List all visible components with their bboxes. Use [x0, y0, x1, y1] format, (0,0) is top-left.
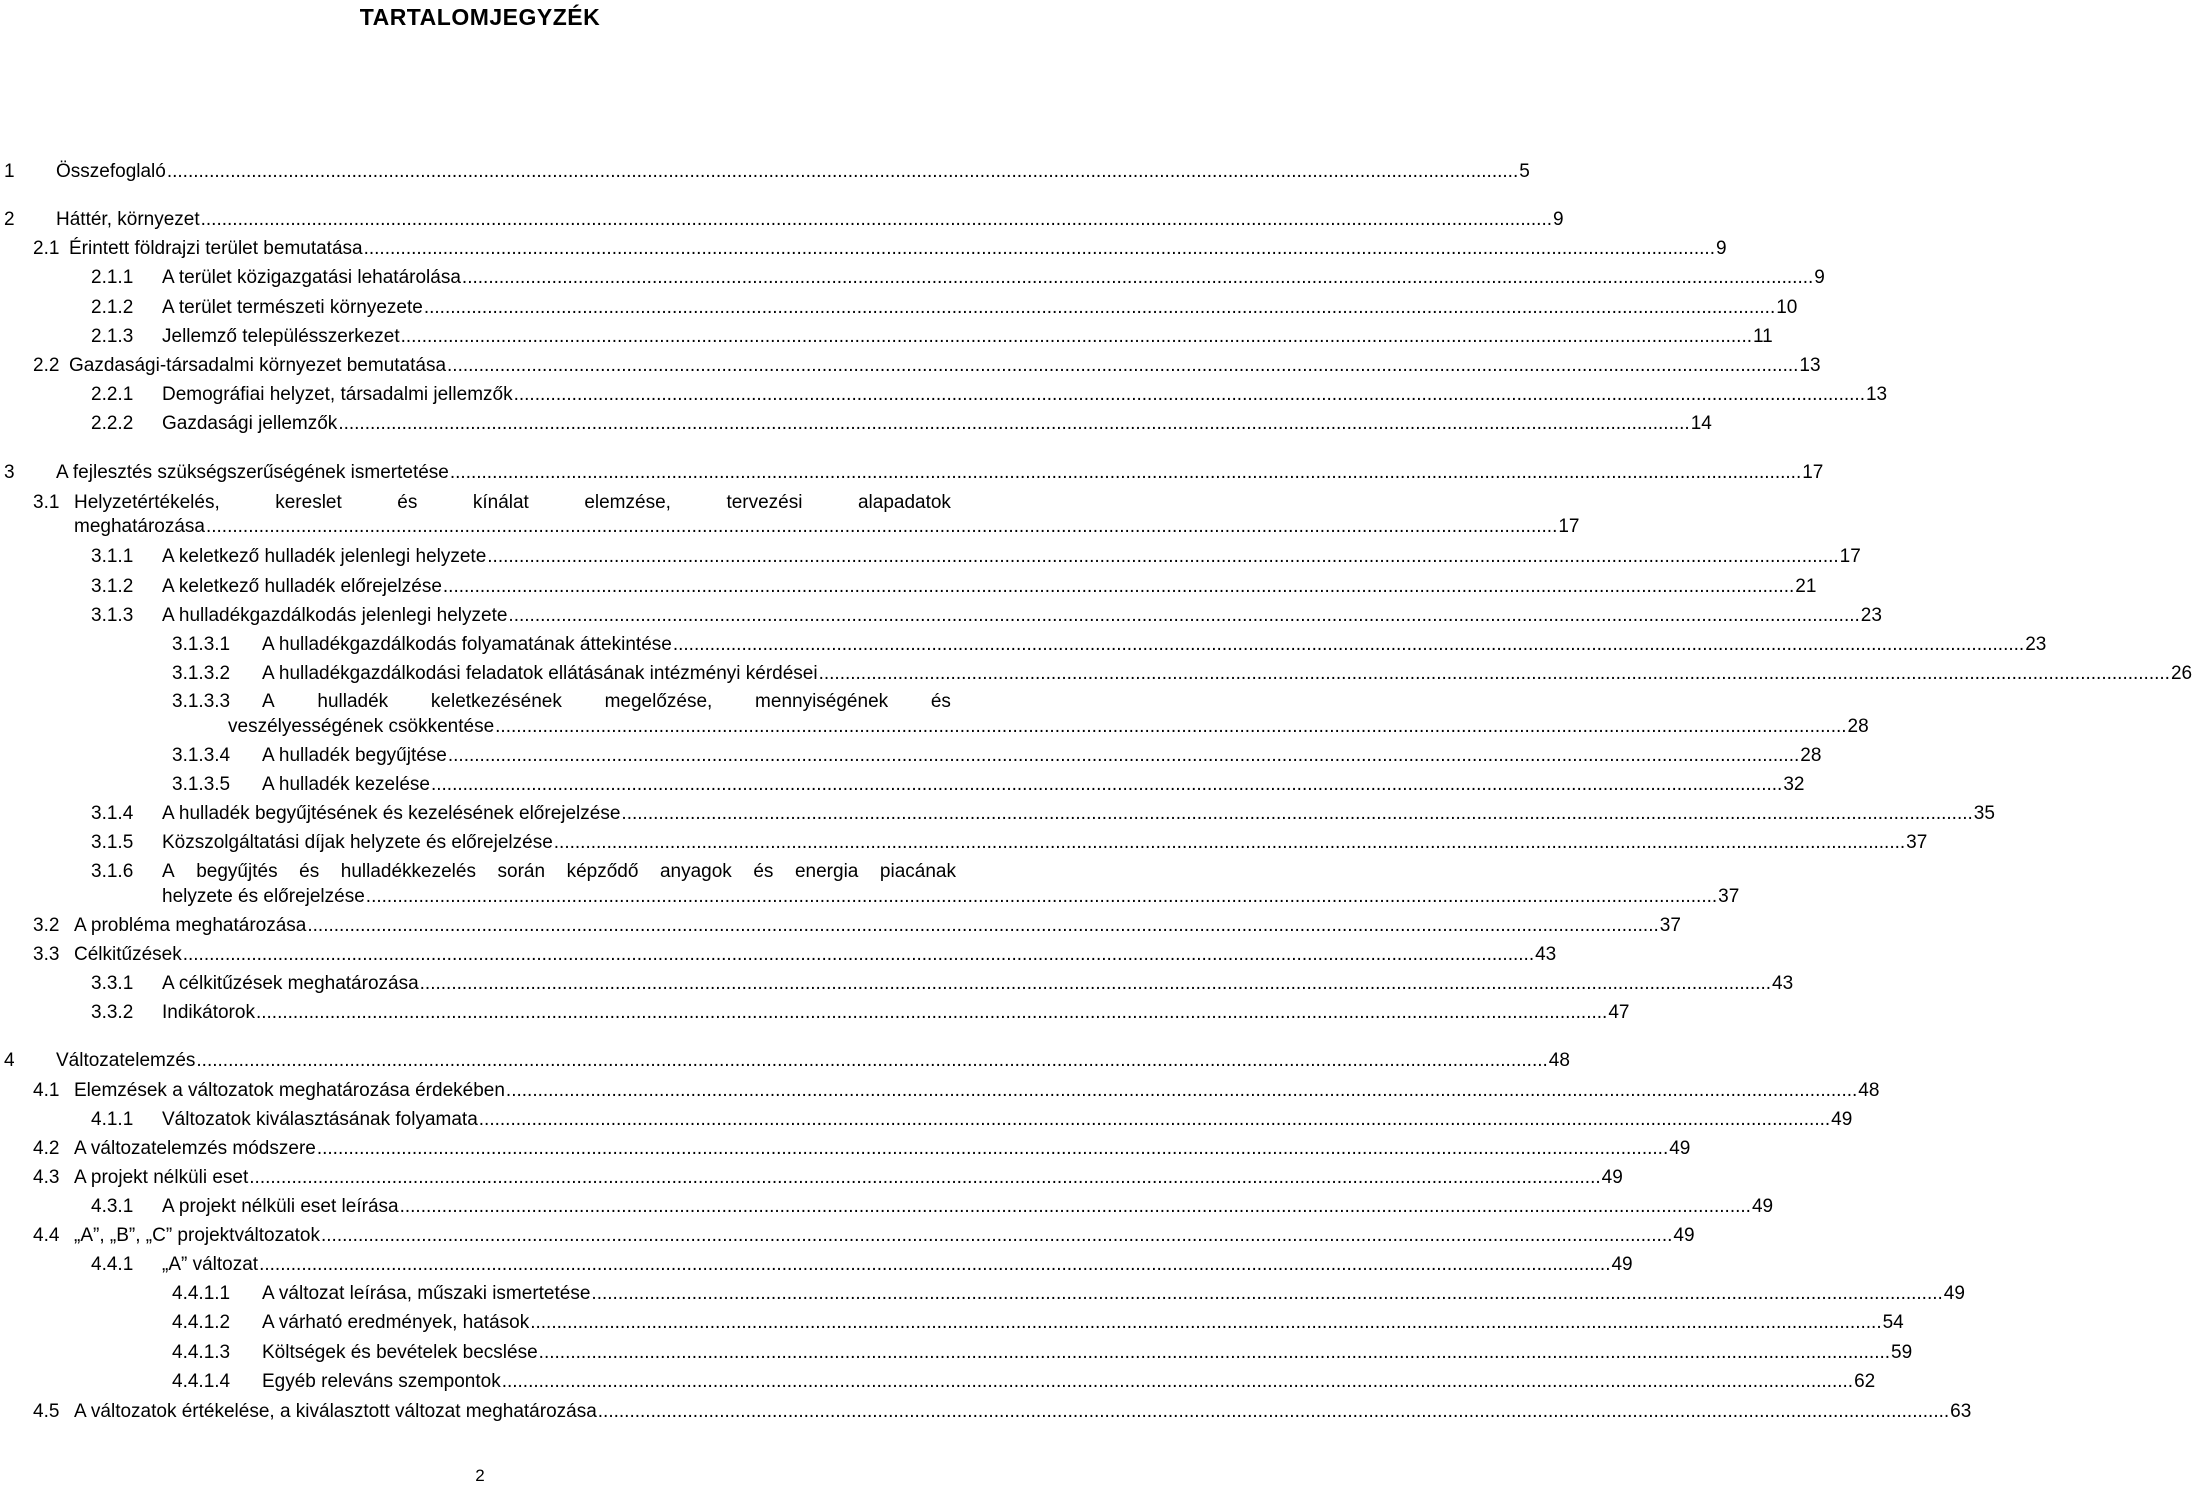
toc-entry-page: 63: [1950, 1401, 1972, 1422]
toc-entry-title: A hulladék begyűjtése: [262, 745, 447, 766]
toc-word: és: [299, 861, 320, 882]
toc-entry-number: 4.4: [33, 1225, 60, 1246]
toc-entry-title-line1[interactable]: [74, 491, 951, 515]
toc-entry-title: Indikátorok: [162, 1002, 255, 1023]
dot-leader: [462, 266, 1813, 290]
toc-word: mennyiségének: [755, 691, 889, 712]
toc-entry-title: Közszolgáltatási díjak helyzete és előrejelzése: [162, 832, 553, 853]
dot-leader: [400, 1195, 1751, 1219]
toc-entry-page: 13: [1865, 384, 1888, 405]
toc-entry-number: 3.1.5: [91, 832, 134, 853]
toc-entry-page: 23: [1860, 605, 1882, 626]
toc-entry-number: 4.4.1.3: [172, 1342, 231, 1363]
toc-entry[interactable]: [162, 1001, 1630, 1025]
toc-word: A: [162, 861, 175, 882]
toc-entry-page: 17: [1558, 516, 1580, 537]
toc-entry-number: 3.1.4: [91, 803, 134, 824]
toc-entry-title: Egyéb releváns szempontok: [262, 1371, 501, 1392]
dot-leader: [424, 296, 1775, 320]
toc-entry-title: A projekt nélküli eset: [74, 1167, 249, 1188]
toc-entry-page: 43: [1535, 944, 1557, 965]
toc-entry-number: 1: [4, 161, 15, 182]
toc-entry-title: Célkitűzések: [74, 944, 182, 965]
dot-leader: [819, 662, 2170, 686]
toc-entry-title: Költségek és bevételek becslése: [262, 1342, 538, 1363]
toc-entry[interactable]: [74, 515, 1580, 539]
toc-entry-page: 10: [1776, 297, 1798, 318]
dot-leader: [201, 208, 1552, 232]
toc-entry[interactable]: [162, 296, 1798, 320]
toc-entry-number: 2.2.1: [91, 384, 134, 405]
toc-word: kereslet: [275, 492, 342, 513]
toc-entry-page: 49: [1673, 1225, 1695, 1246]
toc-entry-number: 4.2: [33, 1138, 60, 1159]
toc-entry[interactable]: [162, 545, 1861, 569]
dot-leader: [196, 1049, 1547, 1073]
toc-entry-title: Háttér, környezet: [56, 209, 200, 230]
toc-entry-title: Demográfiai helyzet, társadalmi jellemzők: [162, 384, 513, 405]
toc-entry-title: A hulladék begyűjtésének és kezelésének előrejelzése: [162, 803, 621, 824]
toc-word: és: [930, 691, 951, 712]
toc-entry-title-line1[interactable]: [162, 860, 956, 884]
toc-entry-page: 9: [1553, 209, 1564, 230]
toc-word: kínálat: [472, 492, 529, 513]
dot-leader: [431, 773, 1782, 797]
toc-entry[interactable]: [162, 972, 1794, 996]
toc-entry-title: A hulladékgazdálkodás folyamatának áttekintése: [262, 634, 672, 655]
toc-entry[interactable]: [74, 1137, 1691, 1161]
toc-entry-page: 17: [1839, 546, 1861, 567]
toc-entry[interactable]: [262, 744, 1822, 768]
toc-entry-title: A változatelemzés módszere: [74, 1138, 316, 1159]
dot-leader: [591, 1282, 1942, 1306]
toc-word: megelőzése,: [604, 691, 713, 712]
toc-entry-number: 4.4.1: [91, 1254, 134, 1275]
toc-entry-number: 4.4.1.2: [172, 1312, 231, 1333]
toc-entry-title: „A” változat: [162, 1254, 259, 1275]
toc-entry-number: 3.2: [33, 915, 60, 936]
toc-entry-page: 35: [1973, 803, 1995, 824]
toc-word: és: [397, 492, 418, 513]
toc-entry-number: 4.1.1: [91, 1109, 134, 1130]
toc-entry-page: 49: [1943, 1283, 1965, 1304]
toc-entry-number: 3.3.2: [91, 1002, 134, 1023]
toc-entry[interactable]: [262, 773, 1805, 797]
dot-leader: [443, 575, 1794, 599]
toc-entry-number: 2.2.2: [91, 413, 134, 434]
dot-leader: [366, 885, 1717, 909]
toc-word: képződő: [566, 861, 639, 882]
toc-entry-page: 48: [1548, 1050, 1570, 1071]
toc-entry-page: 49: [1611, 1254, 1633, 1275]
dot-leader: [364, 237, 1715, 261]
toc-word: energia: [794, 861, 859, 882]
toc-entry-number: 3.1.3.3: [172, 691, 231, 712]
dot-leader: [502, 1370, 1853, 1394]
toc-entry-title: Változatok kiválasztásának folyamata: [162, 1109, 478, 1130]
dot-leader: [256, 1001, 1607, 1025]
toc-entry-title: A fejlesztés szükségszerűségének ismertetése: [56, 462, 449, 483]
dot-leader: [506, 1079, 1857, 1103]
toc-entry-number: 4.4.1.1: [172, 1283, 231, 1304]
toc-word: anyagok: [659, 861, 732, 882]
toc-entry-page: 9: [1814, 267, 1825, 288]
dot-leader: [673, 633, 2024, 657]
toc-entry-page: 11: [1753, 326, 1773, 347]
toc-word: keletkezésének: [430, 691, 562, 712]
toc-word: elemzése,: [584, 492, 671, 513]
toc-entry-page: 21: [1795, 576, 1817, 597]
toc-entry[interactable]: [228, 715, 1869, 739]
dot-leader: [530, 1311, 1881, 1335]
toc-word: Helyzetértékelés,: [74, 492, 220, 513]
toc-entry-page: 48: [1858, 1080, 1880, 1101]
toc-entry-number: 3.1.2: [91, 576, 134, 597]
toc-entry[interactable]: [162, 325, 1773, 349]
toc-entry-number: 2.1.1: [91, 267, 134, 288]
toc-entry-title: A hulladékgazdálkodás jelenlegi helyzete: [162, 605, 508, 626]
toc-entry[interactable]: [162, 802, 1995, 826]
toc-entry-number: 4.1: [33, 1080, 60, 1101]
dot-leader: [249, 1166, 1600, 1190]
toc-entry-number: 3.3: [33, 944, 60, 965]
toc-entry-page: 37: [1906, 832, 1928, 853]
toc-entry-title: A keletkező hulladék jelenlegi helyzete: [162, 546, 487, 567]
dot-leader: [259, 1253, 1610, 1277]
toc-entry-number: 3.1.3.1: [172, 634, 231, 655]
toc-word: hulladék: [317, 691, 389, 712]
toc-entry[interactable]: [262, 1370, 1876, 1394]
toc-entry-title: A hulladék kezelése: [262, 774, 430, 795]
toc-entry[interactable]: [262, 1341, 1913, 1365]
toc-entry[interactable]: [74, 1224, 1695, 1248]
toc-entry-number: 2.1.2: [91, 297, 134, 318]
dot-leader: [479, 1108, 1830, 1132]
toc-word: tervezési: [726, 492, 803, 513]
toc-entry-title: helyzete és előrejelzése: [162, 886, 365, 907]
toc-entry[interactable]: [56, 461, 1824, 485]
toc-entry-page: 13: [1799, 355, 1821, 376]
dot-leader: [321, 1224, 1672, 1248]
toc-word: és: [753, 861, 774, 882]
dot-leader: [495, 715, 1846, 739]
toc-entry-page: 32: [1783, 774, 1805, 795]
toc-entry[interactable]: [162, 266, 1825, 290]
toc-entry[interactable]: [69, 354, 1821, 378]
toc-entry-page: 37: [1659, 915, 1681, 936]
toc-entry-title: A változatok értékelése, a kiválasztott változat meghatározása: [74, 1401, 597, 1422]
toc-entry-number: 4.3: [33, 1167, 60, 1188]
toc-entry-page: 37: [1718, 886, 1740, 907]
dot-leader: [206, 515, 1557, 539]
toc-entry[interactable]: [262, 1282, 1965, 1306]
toc-entry[interactable]: [162, 604, 1882, 628]
toc-word: alapadatok: [857, 492, 951, 513]
toc-entry-title: A terület közigazgatási lehatárolása: [162, 267, 461, 288]
toc-entry-title: A várható eredmények, hatások: [262, 1312, 530, 1333]
toc-entry-number: 4.4.1.4: [172, 1371, 231, 1392]
toc-entry[interactable]: [74, 1400, 1972, 1424]
toc-entry-title: A célkitűzések meghatározása: [162, 973, 419, 994]
toc-entry[interactable]: [162, 1195, 1774, 1219]
toc-entry[interactable]: [56, 160, 1530, 184]
toc-word: piacának: [879, 861, 956, 882]
toc-entry[interactable]: [262, 633, 2047, 657]
toc-entry-page: 5: [1519, 161, 1530, 182]
toc-entry[interactable]: [74, 1166, 1623, 1190]
dot-leader: [338, 412, 1689, 436]
toc-entry[interactable]: [74, 914, 1681, 938]
toc-title: TARTALOMJEGYZÉK: [359, 4, 601, 30]
toc-entry-title: Összefoglaló: [56, 161, 166, 182]
toc-entry-page: 47: [1608, 1002, 1630, 1023]
toc-entry-number: 3.1.3: [91, 605, 134, 626]
toc-entry-number: 2: [4, 209, 15, 230]
toc-entry[interactable]: [162, 831, 1928, 855]
toc-entry-number: 2.2: [33, 355, 60, 376]
toc-entry-page: 28: [1800, 745, 1822, 766]
toc-entry-number: 4.5: [33, 1401, 60, 1422]
dot-leader: [317, 1137, 1668, 1161]
toc-entry-title: Gazdasági-társadalmi környezet bemutatása: [69, 355, 447, 376]
dot-leader: [401, 325, 1752, 349]
toc-entry-page: 49: [1601, 1167, 1623, 1188]
dot-leader: [450, 461, 1801, 485]
toc-word: A: [262, 691, 275, 712]
toc-entry-number: 3.1.1: [91, 546, 134, 567]
toc-entry-page: 49: [1751, 1196, 1774, 1217]
dot-leader: [598, 1400, 1949, 1424]
toc-entry-title: „A”, „B”, „C” projektváltozatok: [74, 1225, 320, 1246]
dot-leader: [448, 744, 1799, 768]
toc-entry-number: 3.1.3.4: [172, 745, 231, 766]
dot-leader: [167, 160, 1518, 184]
toc-entry-title: Elemzések a változatok meghatározása érdekében: [74, 1080, 505, 1101]
dot-leader: [487, 545, 1838, 569]
toc-entry-title-line1[interactable]: [262, 690, 951, 714]
toc-entry-page: 49: [1669, 1138, 1691, 1159]
toc-entry-title: Érintett földrajzi terület bemutatása: [69, 238, 363, 259]
dot-leader: [307, 914, 1658, 938]
toc-entry-number: 2.1: [33, 238, 60, 259]
toc-entry-title: A probléma meghatározása: [74, 915, 307, 936]
dot-leader: [508, 604, 1859, 628]
toc-entry[interactable]: [162, 412, 1712, 436]
toc-entry-title: A terület természeti környezete: [162, 297, 423, 318]
toc-entry[interactable]: [162, 1253, 1633, 1277]
toc-entry[interactable]: [162, 885, 1740, 909]
toc-entry-page: 59: [1891, 1342, 1913, 1363]
toc-entry-number: 3.1.3.2: [172, 663, 231, 684]
toc-entry-number: 2.1.3: [91, 326, 134, 347]
toc-entry-title: veszélyességének csökkentése: [228, 716, 495, 737]
toc-entry-page: 49: [1831, 1109, 1853, 1130]
toc-word: során: [497, 861, 546, 882]
dot-leader: [447, 354, 1798, 378]
dot-leader: [183, 943, 1534, 967]
toc-entry-number: 4.3.1: [91, 1196, 134, 1217]
toc-entry-title: A változat leírása, műszaki ismertetése: [262, 1283, 591, 1304]
toc-entry-title: Jellemző településszerkezet: [162, 326, 400, 347]
toc-entry[interactable]: [162, 383, 1888, 407]
toc-word: begyűjtés: [196, 861, 278, 882]
dot-leader: [420, 972, 1771, 996]
toc-entry-page: 14: [1690, 413, 1712, 434]
toc-entry-page: 9: [1715, 238, 1727, 259]
toc-entry-number: 3: [4, 462, 15, 483]
toc-entry-page: 17: [1802, 462, 1824, 483]
toc-entry[interactable]: [262, 1311, 1904, 1335]
toc-entry-page: 26: [2170, 663, 2192, 684]
toc-entry-page: 62: [1854, 1371, 1876, 1392]
toc-entry[interactable]: [262, 662, 2192, 686]
toc-entry-title: A keletkező hulladék előrejelzése: [162, 576, 442, 597]
toc-entry-title: A projekt nélküli eset leírása: [162, 1196, 399, 1217]
toc-entry[interactable]: [162, 1108, 1853, 1132]
toc-word: hulladékkezelés: [340, 861, 476, 882]
toc-entry-number: 3.1: [33, 492, 60, 513]
toc-entry-page: 43: [1772, 973, 1794, 994]
toc-entry-title: A hulladékgazdálkodási feladatok ellátásának intézményi kérdései: [262, 663, 818, 684]
dot-leader: [554, 831, 1905, 855]
toc-entry[interactable]: [74, 1079, 1880, 1103]
page-number: 2: [475, 1466, 485, 1485]
toc-entry[interactable]: [56, 208, 1564, 232]
toc-entry[interactable]: [56, 1049, 1570, 1073]
toc-entry-page: 28: [1847, 716, 1869, 737]
toc-entry-number: 3.1.3.5: [172, 774, 231, 795]
dot-leader: [539, 1341, 1890, 1365]
toc-entry-number: 3.1.6: [91, 861, 134, 882]
toc-entry-page: 23: [2025, 634, 2047, 655]
toc-entry-page: 54: [1882, 1312, 1904, 1333]
toc-entry[interactable]: [69, 237, 1727, 261]
dot-leader: [514, 383, 1865, 407]
toc-entry-number: 3.3.1: [91, 973, 134, 994]
toc-entry-title: Gazdasági jellemzők: [162, 413, 338, 434]
toc-entry[interactable]: [162, 575, 1817, 599]
toc-entry-title: meghatározása: [74, 516, 205, 537]
toc-entry-title: Változatelemzés: [56, 1050, 196, 1071]
toc-entry-number: 4: [4, 1050, 15, 1071]
toc-entry[interactable]: [74, 943, 1557, 967]
dot-leader: [621, 802, 1972, 826]
